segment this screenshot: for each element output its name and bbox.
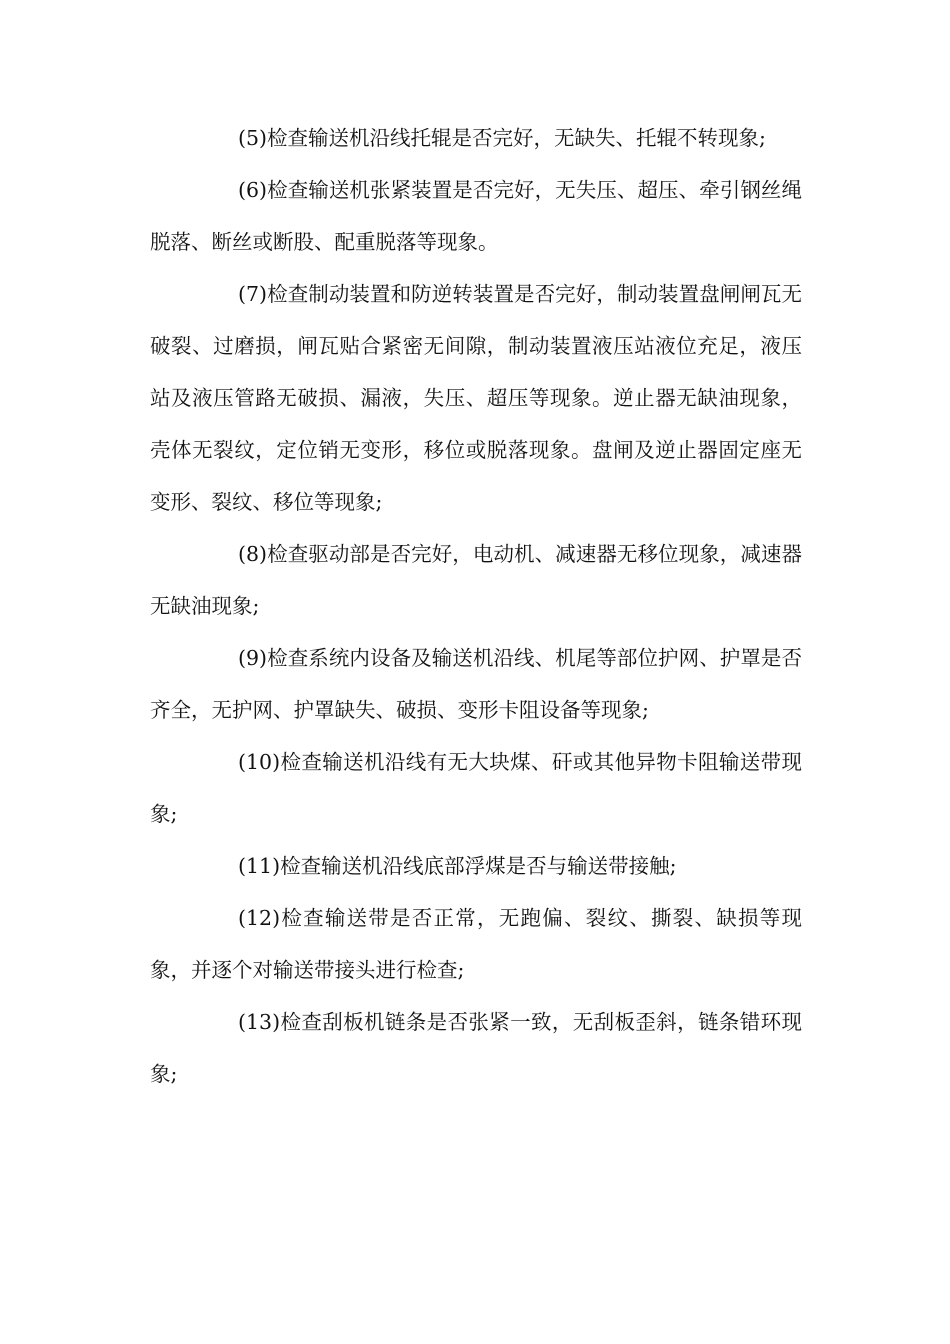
paragraph-item-12: (12)检查输送带是否正常，无跑偏、裂纹、撕裂、缺损等现象，并逐个对输送带接头进行检查; [150, 906, 802, 982]
paragraph-item-8: (8)检查驱动部是否完好，电动机、减速器无移位现象，减速器无缺油现象; [150, 542, 802, 618]
paragraph-item-6: (6)检查输送机张紧装置是否完好，无失压、超压、牵引钢丝绳脱落、断丝或断股、配重脱落等现象。 [150, 178, 802, 254]
paragraph-item-10: (10)检查输送机沿线有无大块煤、矸或其他异物卡阻输送带现象; [150, 750, 802, 826]
paragraph-item-13: (13)检查刮板机链条是否张紧一致，无刮板歪斜，链条错环现象; [150, 1010, 802, 1086]
document-body [150, 112, 802, 1100]
paragraph-item-11: (11)检查输送机沿线底部浮煤是否与输送带接触; [238, 854, 677, 878]
paragraph-item-9: (9)检查系统内设备及输送机沿线、机尾等部位护网、护罩是否齐全，无护网、护罩缺失、破损、变形卡阻设备等现象; [150, 646, 802, 722]
paragraph-item-5: (5)检查输送机沿线托辊是否完好，无缺失、托辊不转现象; [238, 126, 766, 150]
paragraph-item-7: (7)检查制动装置和防逆转装置是否完好，制动装置盘闸闸瓦无破裂、过磨损，闸瓦贴合紧密无间隙，制动装置液压站液位充足，液压站及液压管路无破损、漏液，失压、超压等现象。逆止器无缺油现象，壳体无裂纹，定位销无变形，移位或脱落现象。盘闸及逆止器固定座无变形、裂纹、移位等现象; [150, 282, 802, 514]
